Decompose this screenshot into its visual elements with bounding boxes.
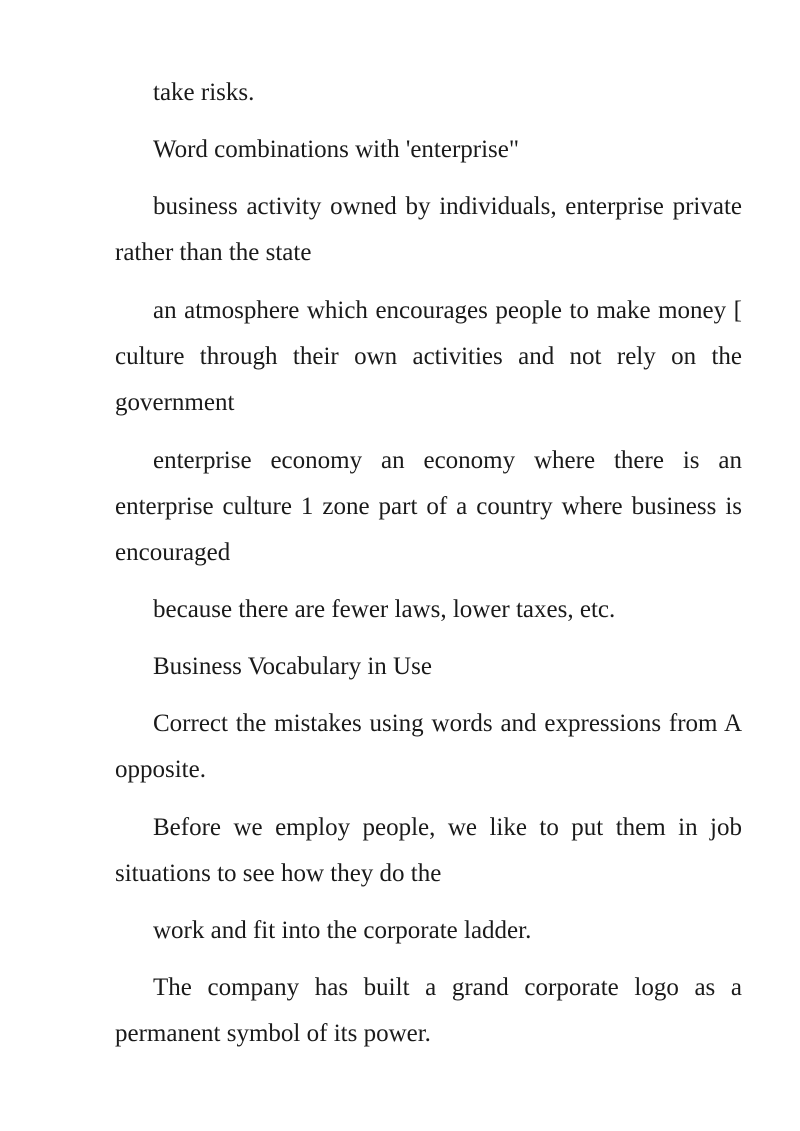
paragraph-fewer-laws: because there are fewer laws, lower taxes, etc. (153, 596, 616, 623)
paragraph-take-risks: take risks. (153, 79, 255, 106)
paragraph-private-enterprise: business activity owned by individuals, enterprise private rather than the state (115, 193, 742, 266)
paragraph-enterprise-economy: enterprise economy an economy where there is an enterprise culture 1 zone part of a country where business is encouraged (115, 447, 742, 566)
paragraph-book-title: Business Vocabulary in Use (153, 653, 432, 680)
paragraph-word-combinations-heading: Word combinations with 'enterprise" (153, 136, 520, 163)
paragraph-exercise-item-1-continued: work and fit into the corporate ladder. (153, 917, 532, 944)
paragraph-exercise-instruction: Correct the mistakes using words and expressions from A opposite. (115, 710, 742, 783)
paragraph-enterprise-culture: an atmosphere which encourages people to make money [ culture through their own activities and not rely on the government (115, 297, 742, 416)
paragraph-exercise-item-1: Before we employ people, we like to put them in job situations to see how they do the (115, 814, 742, 887)
paragraph-exercise-item-2: The company has built a grand corporate logo as a permanent symbol of its power. (115, 974, 742, 1047)
